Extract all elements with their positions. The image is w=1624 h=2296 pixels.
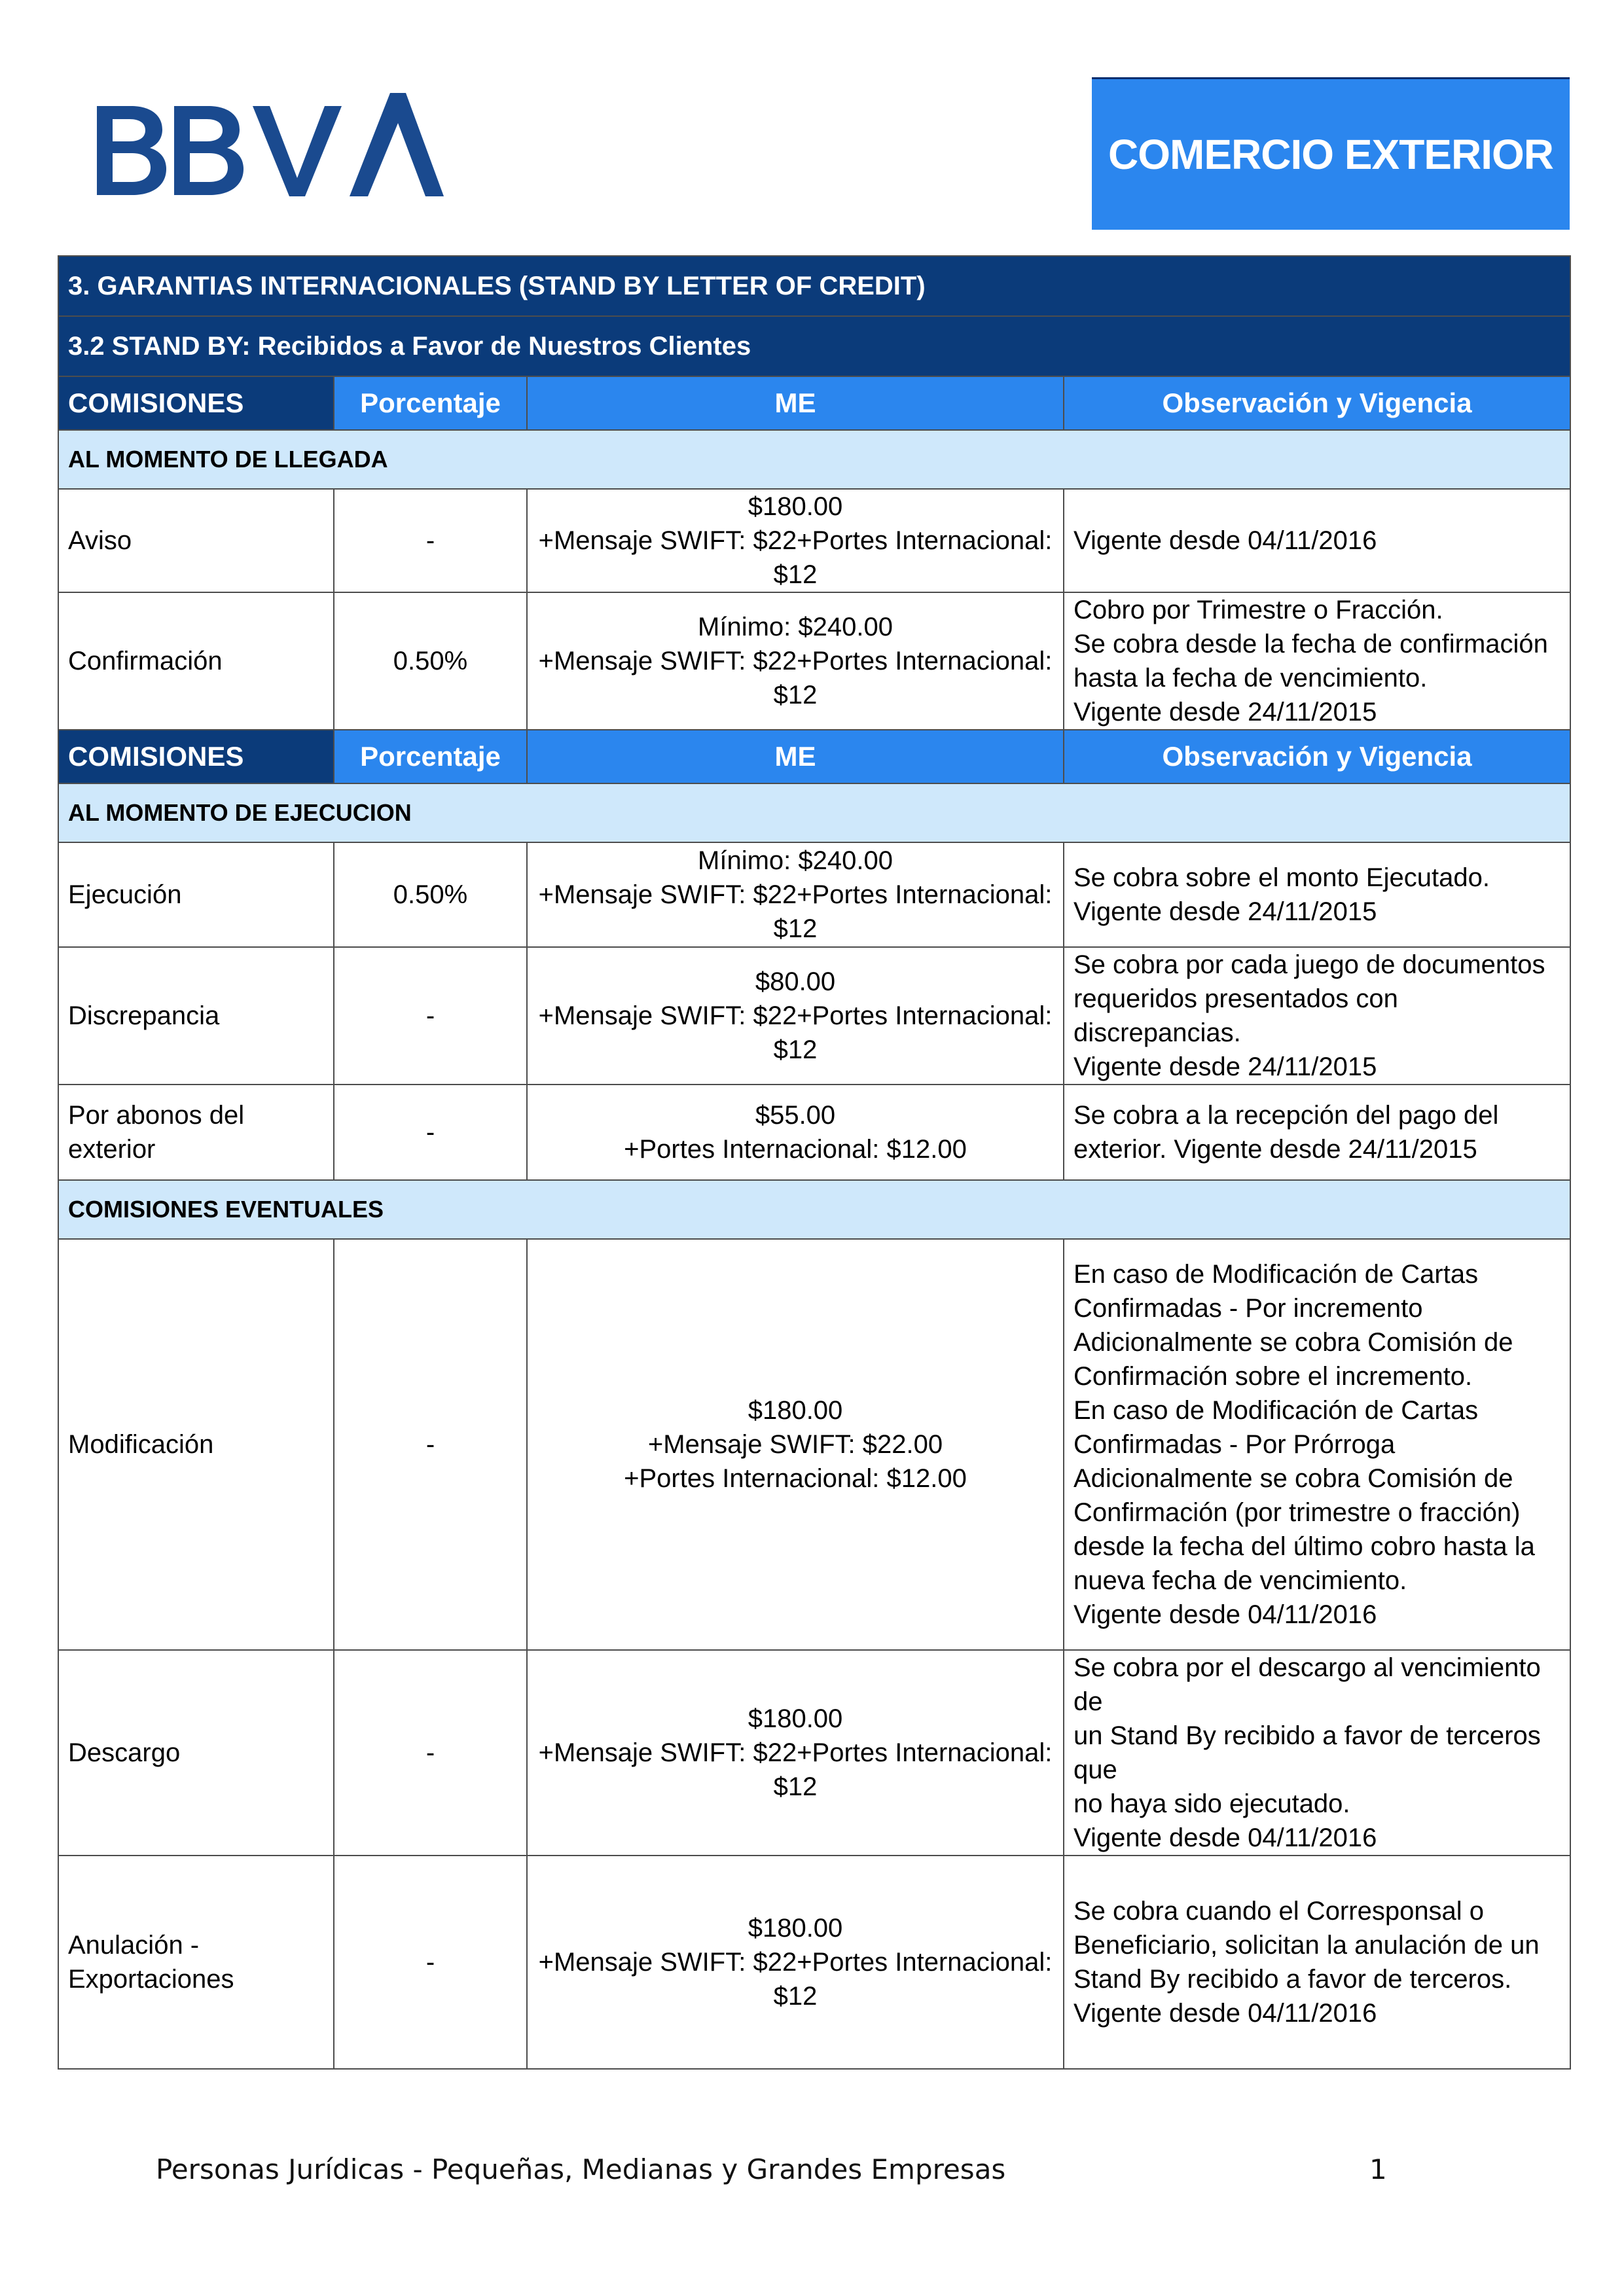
me-amount-line: +Mensaje SWIFT: $22+Portes Internacional: (538, 526, 1053, 555)
page-number: 1 (1369, 2153, 1387, 2185)
observation (1064, 1856, 1570, 2069)
observation-line: Confirmación (por trimestre o fracción) (1074, 1498, 1521, 1527)
column-header: ME (527, 376, 1064, 430)
table-row (58, 1085, 1570, 1180)
commission-name (58, 489, 334, 592)
percentage: - (334, 1085, 527, 1180)
commission-name-line: Descargo (68, 1738, 181, 1767)
me-amount (527, 1239, 1064, 1650)
percentage: 0.50% (334, 592, 527, 730)
me-amount-line: Mínimo: $240.00 (698, 846, 893, 875)
bbva-logo (97, 92, 444, 196)
observation-line: no haya sido ejecutado. (1074, 1789, 1350, 1818)
me-amount-line: Mínimo: $240.00 (698, 613, 893, 641)
commission-name-line: Aviso (68, 526, 132, 555)
me-amount (527, 1085, 1064, 1180)
observation-line: Vigente desde 04/11/2016 (1074, 1999, 1377, 2028)
me-amount-line: $80.00 (755, 967, 836, 996)
observation-line: Adicionalmente se cobra Comisión de (1074, 1464, 1513, 1493)
column-header: COMISIONES (58, 376, 334, 430)
observation-line: Vigente desde 24/11/2015 (1074, 897, 1377, 926)
observation-line: desde la fecha del último cobro hasta la (1074, 1532, 1535, 1561)
table-row (58, 489, 1570, 592)
observation-line: Se cobra cuando el Corresponsal o (1074, 1897, 1485, 1926)
commission-name-line: Discrepancia (68, 1001, 220, 1030)
me-amount-line: $12 (773, 560, 818, 589)
column-header: COMISIONES (58, 730, 334, 783)
me-amount (527, 947, 1064, 1085)
me-amount-line: $180.00 (748, 492, 843, 521)
column-header: ME (527, 730, 1064, 783)
observation-line: Vigente desde 04/11/2016 (1074, 1600, 1377, 1629)
commission-name (58, 592, 334, 730)
commission-name (58, 1239, 334, 1650)
me-amount (527, 1650, 1064, 1856)
column-header-row (58, 376, 1570, 430)
commission-name (58, 1650, 334, 1856)
commissions-table (58, 255, 1571, 2070)
percentage: - (334, 1239, 527, 1650)
observation-line: Stand By recibido a favor de terceros. (1074, 1965, 1512, 1994)
me-amount (527, 592, 1064, 730)
percentage: - (334, 947, 527, 1085)
observation-line: exterior. Vigente desde 24/11/2015 (1074, 1135, 1477, 1164)
observation-line: Se cobra sobre el monto Ejecutado. (1074, 863, 1490, 892)
me-amount (527, 842, 1064, 947)
observation-line: Confirmación sobre el incremento. (1074, 1362, 1473, 1391)
me-amount-line: $12 (773, 1772, 818, 1801)
observation (1064, 1085, 1570, 1180)
me-amount-line: $12 (773, 914, 818, 943)
observation-line: Confirmadas - Por Prórroga (1074, 1430, 1396, 1459)
observation-line: nueva fecha de vencimiento. (1074, 1566, 1407, 1595)
group-title: AL MOMENTO DE EJECUCION (58, 783, 1570, 842)
commission-name (58, 842, 334, 947)
observation-line: Se cobra desde la fecha de confirmación (1074, 630, 1548, 658)
me-amount-line: +Mensaje SWIFT: $22+Portes Internacional: (538, 880, 1053, 909)
commission-name-line: Anulación - (68, 1931, 200, 1960)
observation-line: Vigente desde 04/11/2016 (1074, 526, 1377, 555)
me-amount (527, 1856, 1064, 2069)
table-row (58, 1239, 1570, 1650)
observation-line: hasta la fecha de vencimiento. (1074, 664, 1428, 692)
commission-name (58, 947, 334, 1085)
me-amount-line: +Mensaje SWIFT: $22+Portes Internacional: (538, 1001, 1053, 1030)
me-amount-line: +Portes Internacional: $12.00 (624, 1135, 967, 1164)
observation-line: Confirmadas - Por incremento (1074, 1294, 1423, 1323)
me-amount-line: $180.00 (748, 1704, 843, 1733)
me-amount-line: +Portes Internacional: $12.00 (624, 1464, 967, 1493)
commission-name (58, 1085, 334, 1180)
observation-line: En caso de Modificación de Cartas (1074, 1260, 1479, 1289)
percentage: - (334, 489, 527, 592)
banner-comercio-exterior: COMERCIO EXTERIOR (1092, 77, 1570, 230)
observation-line: En caso de Modificación de Cartas (1074, 1396, 1479, 1425)
percentage: 0.50% (334, 842, 527, 947)
observation-line: Cobro por Trimestre o Fracción. (1074, 596, 1443, 624)
observation (1064, 1239, 1570, 1650)
me-amount-line: $180.00 (748, 1914, 843, 1943)
observation (1064, 489, 1570, 592)
column-header: Porcentaje (334, 730, 527, 783)
table-row (58, 1856, 1570, 2069)
group-title-row (58, 783, 1570, 842)
observation (1064, 592, 1570, 730)
observation-line: Adicionalmente se cobra Comisión de (1074, 1328, 1513, 1357)
column-header: Observación y Vigencia (1064, 376, 1570, 430)
observation-line: Se cobra por cada juego de documentos (1074, 950, 1545, 979)
commission-name-line: Por abonos del exterior (68, 1101, 245, 1164)
table-row (58, 592, 1570, 730)
observation (1064, 842, 1570, 947)
me-amount (527, 489, 1064, 592)
commission-name-line: Modificación (68, 1430, 214, 1459)
footer-text: Personas Jurídicas - Pequeñas, Medianas y Grandes Empresas (156, 2153, 1006, 2185)
commission-name (58, 1856, 334, 2069)
me-amount-line: $12 (773, 1035, 818, 1064)
group-title: AL MOMENTO DE LLEGADA (58, 430, 1570, 489)
observation-line: Vigente desde 24/11/2015 (1074, 1052, 1377, 1081)
me-amount-line: $12 (773, 1982, 818, 2011)
section-title: 3. GARANTIAS INTERNACIONALES (STAND BY LETTER OF CREDIT) (58, 256, 1570, 316)
me-amount-line: $180.00 (748, 1396, 843, 1425)
percentage: - (334, 1650, 527, 1856)
observation-line: Beneficiario, solicitan la anulación de un (1074, 1931, 1540, 1960)
observation-line: Vigente desde 24/11/2015 (1074, 698, 1377, 726)
observation-line: Se cobra a la recepción del pago del (1074, 1101, 1499, 1130)
group-title: COMISIONES EVENTUALES (58, 1180, 1570, 1239)
observation (1064, 1650, 1570, 1856)
column-header-row (58, 730, 1570, 783)
group-title-row (58, 430, 1570, 489)
observation-line: un Stand By recibido a favor de terceros que (1074, 1721, 1541, 1784)
observation-line: Se cobra por el descargo al vencimiento de (1074, 1653, 1541, 1716)
me-amount-line: $12 (773, 681, 818, 709)
me-amount-line: +Mensaje SWIFT: $22+Portes Internacional: (538, 1738, 1053, 1767)
me-amount-line: +Mensaje SWIFT: $22+Portes Internacional: (538, 647, 1053, 675)
commission-name-line: Exportaciones (68, 1965, 234, 1994)
percentage: - (334, 1856, 527, 2069)
commission-name-line: Ejecución (68, 880, 182, 909)
me-amount-line: $55.00 (755, 1101, 836, 1130)
observation-line: Vigente desde 04/11/2016 (1074, 1823, 1377, 1852)
commission-name-line: Confirmación (68, 647, 223, 675)
me-amount-line: +Mensaje SWIFT: $22.00 (647, 1430, 943, 1459)
observation-line: requeridos presentados con discrepancias. (1074, 984, 1398, 1047)
subsection-title: 3.2 STAND BY: Recibidos a Favor de Nuestros Clientes (58, 316, 1570, 376)
table-row (58, 947, 1570, 1085)
group-title-row (58, 1180, 1570, 1239)
table-row (58, 842, 1570, 947)
me-amount-line: +Mensaje SWIFT: $22+Portes Internacional: (538, 1948, 1053, 1977)
column-header: Porcentaje (334, 376, 527, 430)
column-header: Observación y Vigencia (1064, 730, 1570, 783)
table-row (58, 1650, 1570, 1856)
observation (1064, 947, 1570, 1085)
